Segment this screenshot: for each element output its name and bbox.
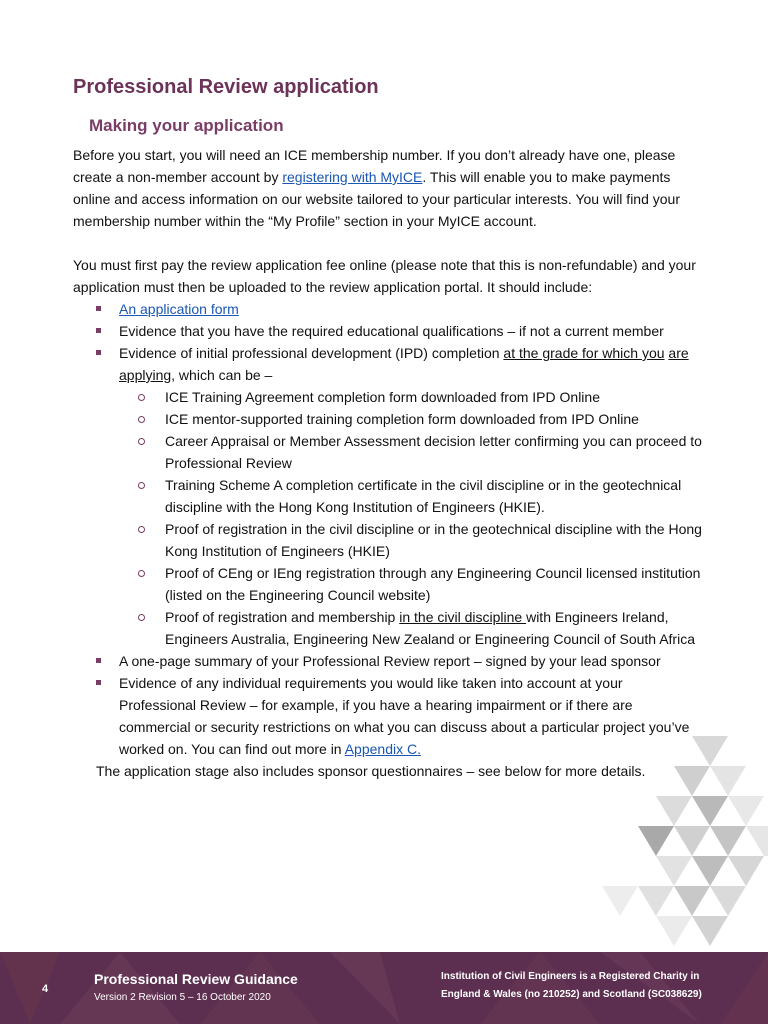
underlined-text: are applying <box>119 345 689 383</box>
list-item <box>73 650 703 672</box>
list-item-text: , which can be – <box>171 367 273 383</box>
footer-charity-notice <box>441 968 741 1004</box>
charity-line-1: Institution of Civil Engineers is a Registered Charity in <box>441 971 700 982</box>
circle-bullet-icon <box>138 394 145 401</box>
square-bullet-icon <box>96 350 101 355</box>
sublist-item <box>119 518 703 562</box>
intro-paragraph-1 <box>73 144 703 232</box>
sublist-item-text: ICE mentor-supported training completion form downloaded from IPD Online <box>165 411 639 427</box>
list-item-text: Evidence that you have the required educational qualifications – if not a current member <box>119 323 664 339</box>
sublist-item-text: Proof of registration and membership <box>165 609 400 625</box>
circle-bullet-icon <box>138 438 145 445</box>
sublist-item-text: Career Appraisal or Member Assessment decision letter confirming you can proceed to Professional Review <box>165 433 702 471</box>
appendix-c-link[interactable]: Appendix C. <box>344 741 421 757</box>
square-bullet-icon <box>96 680 101 685</box>
application-form-link[interactable]: An application form <box>119 301 239 317</box>
closing-paragraph: The application stage also includes sponsor questionnaires – see below for more details. <box>96 763 646 779</box>
footer-title: Professional Review Guidance <box>94 971 298 987</box>
circle-bullet-icon <box>138 570 145 577</box>
intro-text-after-link: . This will enable you to make payments online and access information on our website tailored to your particular interests. You will find your membership number within the “My Profile” section in your MyICE account. <box>73 169 680 229</box>
circle-bullet-icon <box>138 482 145 489</box>
page-number: 4 <box>42 983 49 995</box>
sublist-item <box>119 562 703 606</box>
sublist-item-text: Training Scheme A completion certificate in the civil discipline or in the geotechnical discipline with the Hong Kong Institution of Engineers (HKIE). <box>165 477 682 515</box>
list-item-text: Evidence of initial professional development (IPD) completion <box>119 345 504 361</box>
requirements-list <box>73 298 703 760</box>
decorative-triangles-graphic <box>590 730 768 952</box>
list-item <box>73 320 703 342</box>
sublist-item <box>119 386 703 408</box>
sublist-item-text: Proof of CEng or IEng registration through any Engineering Council licensed institution (listed on the Engineering Council website) <box>165 565 701 603</box>
list-item-text: Evidence of any individual requirements you would like taken into account at your Professional Review – for example, if you have a hearing impairment or if there are commercial or security restrictions on what you can discuss about a particular project you’ve worked on. You can find out more in <box>119 675 690 757</box>
page-footer <box>0 952 768 1024</box>
circle-bullet-icon <box>138 526 145 533</box>
sublist-item <box>119 474 703 518</box>
page-title: Professional Review application <box>73 76 379 98</box>
list-item-text: A one-page summary of your Professional Review report – signed by your lead sponsor <box>119 653 661 669</box>
sublist-item <box>119 606 703 650</box>
list-item <box>73 342 703 650</box>
underlined-text: in the civil discipline <box>399 609 527 625</box>
ipd-evidence-sublist <box>119 386 703 650</box>
intro-paragraph-2: You must first pay the review application fee online (please note that this is non-refundable) and your application must then be uploaded to the review application portal. It should include: <box>73 257 696 295</box>
circle-bullet-icon <box>138 416 145 423</box>
sublist-item-text: Proof of registration in the civil discipline or in the geotechnical discipline with the Hong Kong Institution of Engineers (HKIE) <box>165 521 702 559</box>
myice-registration-link[interactable]: registering with MyICE <box>282 169 423 185</box>
sublist-item <box>119 408 703 430</box>
charity-line-2: England & Wales (no 210252) and Scotland (SC038629) <box>441 989 702 1000</box>
square-bullet-icon <box>96 658 101 663</box>
underlined-text: at the grade for which you <box>503 345 665 361</box>
circle-bullet-icon <box>138 614 145 621</box>
sublist-item <box>119 430 703 474</box>
footer-version: Version 2 Revision 5 – 16 October 2020 <box>94 992 271 1003</box>
list-item <box>73 298 703 320</box>
section-subtitle: Making your application <box>89 116 284 135</box>
sublist-item-text: ICE Training Agreement completion form downloaded from IPD Online <box>165 389 600 405</box>
square-bullet-icon <box>96 306 101 311</box>
intro-text-before-link: Before you start, you will need an ICE membership number. If you don’t already have one, please create a non-member account by <box>73 147 676 185</box>
square-bullet-icon <box>96 328 101 333</box>
sublist-item-text: with Engineers Ireland, Engineers Australia, Engineering New Zealand or Engineering Council of South Africa <box>165 609 695 647</box>
body-text <box>73 144 703 782</box>
